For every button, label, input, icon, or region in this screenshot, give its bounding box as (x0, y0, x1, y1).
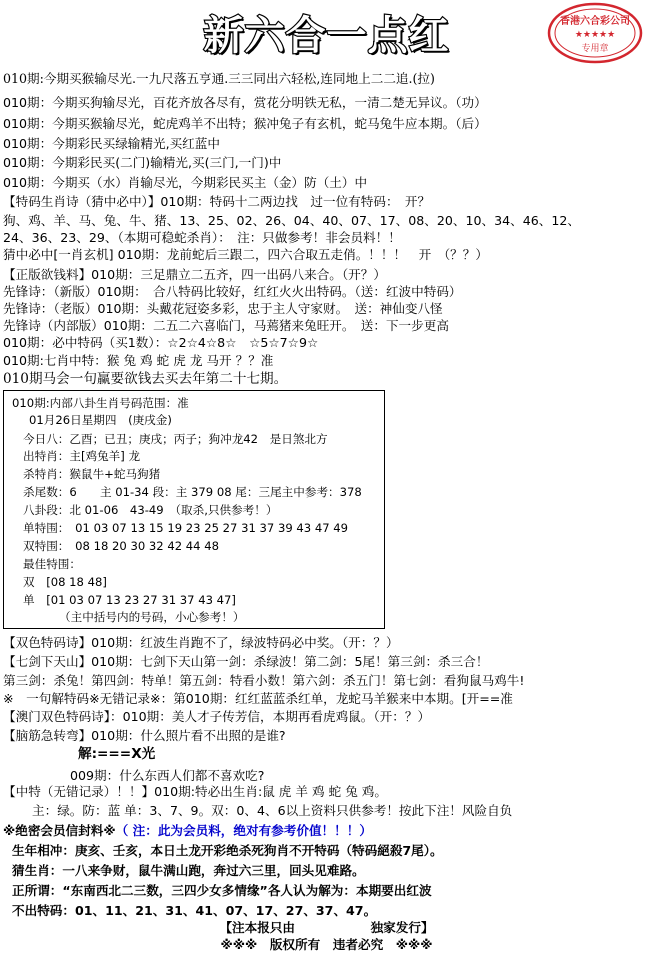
text-line: 第三剑：杀兔！第四剑：特单！第五剑：特看小数！第六剑：杀五门！第七剑：看狗鼠马鸡牛! (3, 673, 525, 688)
text-line: 【澳门双色特码诗】：010期：美人才子传芳信，本期再看虎鸡鼠。（开：？） (3, 709, 431, 724)
text-line: 010期：必中特码（买1数）：☆2☆4☆8☆ ☆5☆7☆9☆ (3, 335, 319, 350)
box-line: 八卦段：北 01-06 43-49 （取杀,只供参考！） (23, 503, 278, 517)
text-line: 主：绿。防：蓝 单：3、7、9。双：0、4、6以上资料只供参考！按此下注！风险自负 (32, 803, 513, 818)
text-line: 009期：什么东西人们都不喜欢吃? (70, 768, 265, 783)
text-line: 先锋诗：（老版）010期：头戴花冠姿多彩，忠于主人守家财。 送：神仙变八怪 (3, 301, 443, 316)
stamp-top-text: 香港六合彩公司 (560, 16, 630, 27)
text-line: 010期：今期买狗输尽光，百花齐放各尽有，赏花分明铁无私，一清二楚无异议。（功） (3, 95, 487, 110)
box-line: 双特围： 08 18 20 30 32 42 44 48 (23, 539, 219, 553)
box-line: 最佳特围： (23, 557, 81, 571)
box-line: 单 [01 03 07 13 23 27 31 37 43 47] (23, 593, 236, 607)
box-line: 010期:内部八卦生肖号码范围：准 (12, 396, 189, 410)
box-line: 今日八：乙酉；已丑；庚戌；丙子；狗冲龙42 是日煞北方 (23, 432, 328, 446)
box-line: 杀特肖：猴鼠牛+蛇马狗猪 (23, 467, 161, 481)
text-line: 猜中必中[一肖玄机] 010期：龙前蛇后三跟二，四六合取五走俏。！！！ 开 （？？） (3, 247, 488, 262)
text-line: 【中特（无错记录）！！】010期:特必出生肖:鼠 虎 羊 鸡 蛇 兔 鸡。 (3, 784, 387, 799)
text-line: 【特码生肖诗（猜中必中）】010期：特码十二两边找 过一位有特码： 开？ (3, 194, 431, 209)
text-line: 狗、鸡、羊、马、兔、牛、猪、13、25、02、26、04、40、07、17、08、20、10、34、46、12、 (3, 213, 580, 228)
text-line: 010期:七肖中特：猴 兔 鸡 蛇 虎 龙 马开 ？？准 (3, 353, 274, 368)
text-line: 先锋诗（内部版）010期：二五二六喜临门，马蔫猪来兔旺开。 送：下一步更高 (3, 318, 449, 333)
box-line: 杀尾数：6 主 01-34 段：主 379 08 尾：三尾主中参考：378 (23, 485, 362, 499)
footer-line-1: 【注本报只由 独家发行】 (219, 920, 434, 935)
text-line: 010期：今期彩民买(二门)输精光,买(三门,一门)中 (3, 155, 282, 170)
member-heading: ※绝密会员信封料※ (3, 823, 116, 838)
text-line: 010期马会一句赢要欲钱去买去年第二十七期。 (3, 371, 288, 387)
stamp-stars: ★★★★★ (574, 30, 616, 40)
text-line: ※ 一句解特码※无错记录※：第010期：红红蓝蓝杀红单，龙蛇马羊猴来中本期。[开==准 (3, 691, 513, 706)
text-line: 010期：今期彩民买绿输精光,买红蓝中 (3, 136, 220, 151)
text-line: 【七剑下天山】010期：七剑下天山第一剑：杀绿波！第二剑：5尾！第三剑：杀三合！ (3, 654, 489, 669)
box-line: （主中括号内的号码，小心参考！） (59, 610, 245, 624)
member-heading-line (3, 822, 372, 839)
stamp-bottom-text: 专用章 (581, 44, 609, 54)
member-row: 不出特码：01、11、21、31、41、07、17、27、37、47。 (12, 903, 377, 918)
bagua-box (3, 390, 385, 629)
box-line: 出特肖：主[鸡兔羊] 龙 (23, 449, 141, 463)
page-title: 新六合一点红 (203, 12, 450, 59)
member-row: 正所谓：“东南西北二三数，三四少女多情缘”各人认为解为：本期要出红波 (12, 883, 432, 898)
text-line: 010期：今期买（水）肖输尽光，今期彩民买主（金）防（土）中 (3, 175, 368, 190)
text-line: 010期：今期买猴输尽光，蛇虎鸡羊不出特；猴冲兔子有玄机，蛇马兔牛应本期。（后） (3, 116, 487, 131)
member-note: （ 注：此为会员料，绝对有参考价值！！！） (115, 823, 372, 838)
member-row: 猜生肖：一八来争财，鼠牛满山跑，奔过六三里，回头见难路。 (12, 863, 365, 878)
text-line: 010期:今期买猴输尽光.一九尺落五亨通.三三同出六轻松,连同地上二二追.(拉) (3, 71, 435, 86)
box-line: 01月26日星期四 (庚戌金) (29, 413, 172, 427)
text-line: 【脑筋急转弯】010期：什么照片看不出照的是谁? (3, 728, 286, 743)
box-line: 单特围： 01 03 07 13 15 19 23 25 27 31 37 39 43 47 49 (23, 521, 349, 535)
box-line: 双 [08 18 48] (23, 575, 107, 589)
text-line: 【双色特码诗】010期：红波生肖跑不了，绿波特码必中奖。（开：？） (3, 635, 399, 650)
text-line: 解:===X光 (78, 746, 156, 762)
footer-line-2: ※※※ 版权所有 违者必究 ※※※ (220, 937, 433, 952)
text-line: 先锋诗：（新版）010期： 合八特码比较好，红红火火出特码。（送：红波中特码） (3, 284, 462, 299)
member-row: 生年相冲：庚亥、壬亥，本日土龙开彩绝杀死狗肖不开特码（特码絕殺7尾）。 (12, 843, 443, 858)
company-stamp (547, 2, 643, 64)
text-line: 24、36、23、29、（本期可稳蛇杀肖）： 注：只做参考！非会员料！！ (3, 230, 401, 245)
text-line: 【正版欲钱料】010期：三足鼎立二五齐，四一出码八来合。（开？） (3, 267, 386, 282)
